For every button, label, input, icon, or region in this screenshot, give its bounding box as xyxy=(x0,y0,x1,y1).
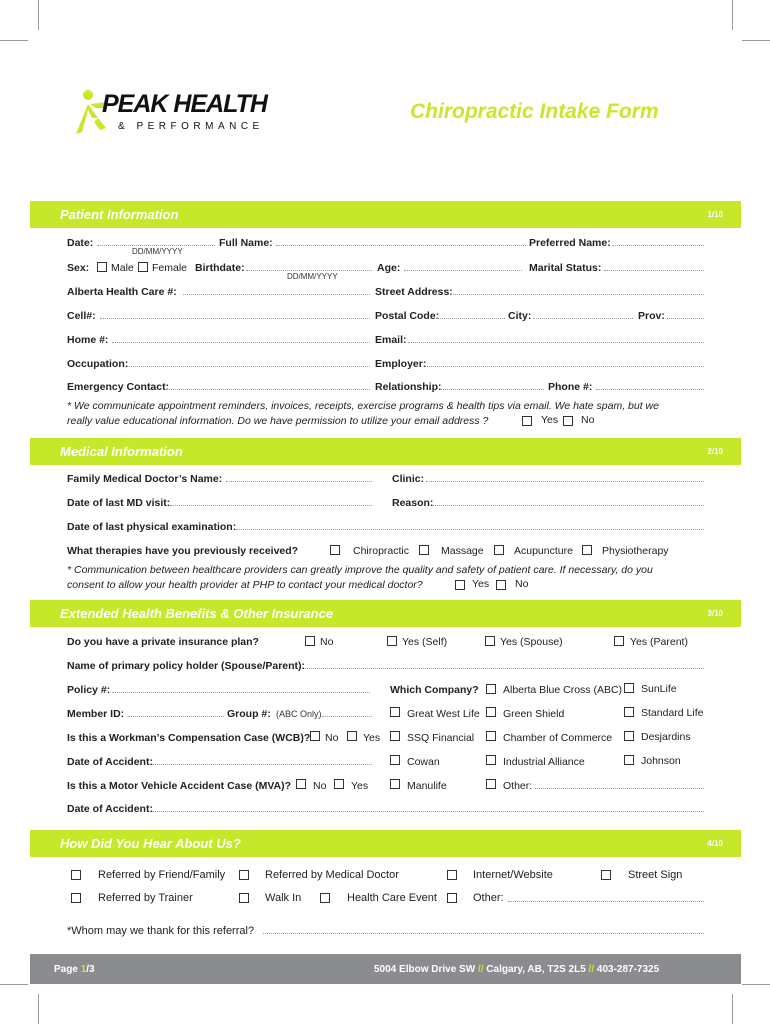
crop-mark xyxy=(732,0,733,30)
alberta-health-care-label: Alberta Health Care #: xyxy=(67,286,177,298)
massage-label: Massage xyxy=(441,545,484,557)
other-company-label: Other: xyxy=(503,780,533,792)
insurance-section-header xyxy=(30,600,741,627)
prov-label: Prov: xyxy=(638,310,665,322)
great-west-life-checkbox[interactable] xyxy=(390,707,400,717)
chamber-of-commerce-label: Chamber of Commerce xyxy=(503,732,613,744)
mva-label: Is this a Motor Vehicle Accident Case (MVA)? xyxy=(67,780,292,792)
policy-holder-label: Name of primary policy holder (Spouse/Parent): xyxy=(67,660,306,672)
plan-yes-self-checkbox[interactable] xyxy=(387,636,397,646)
street-sign-checkbox[interactable] xyxy=(601,870,611,880)
date-label: Date: xyxy=(67,237,94,249)
cell-label: Cell#: xyxy=(67,310,96,322)
relationship-label: Relationship: xyxy=(375,381,442,393)
footer-address: 5004 Elbow Drive SW xyxy=(374,964,476,975)
internet-checkbox[interactable] xyxy=(447,870,457,880)
standard-life-checkbox[interactable] xyxy=(624,707,634,717)
reason-label: Reason: xyxy=(392,497,434,509)
cell-field[interactable] xyxy=(100,317,370,319)
acupuncture-label: Acupuncture xyxy=(514,545,573,557)
doctor-consent-question: consent to allow your health provider at PHP to contact your medical doctor? xyxy=(67,579,423,591)
clinic-field[interactable] xyxy=(426,480,704,482)
other-referral-label: Other: xyxy=(473,892,504,904)
chamber-of-commerce-checkbox[interactable] xyxy=(486,731,496,741)
postal-code-label: Postal Code: xyxy=(375,310,440,322)
plan-no-label: No xyxy=(320,636,334,648)
desjardins-checkbox[interactable] xyxy=(624,731,634,741)
mva-no-checkbox[interactable] xyxy=(296,779,306,789)
sex-label: Sex: xyxy=(67,262,90,274)
johnson-checkbox[interactable] xyxy=(624,755,634,765)
other-company-checkbox[interactable] xyxy=(486,779,496,789)
city-field[interactable] xyxy=(533,317,633,319)
other-referral-checkbox[interactable] xyxy=(447,893,457,903)
last-exam-label: Date of last physical examination: xyxy=(67,521,237,533)
email-consent-no-checkbox[interactable] xyxy=(563,416,573,426)
email-label: Email: xyxy=(375,334,407,346)
male-checkbox[interactable] xyxy=(97,262,107,272)
group-number-label: Group #: xyxy=(227,708,271,720)
wcb-no-label: No xyxy=(325,732,339,744)
section-title: Extended Health Benefits & Other Insurance xyxy=(60,606,334,621)
doctor-name-label: Family Medical Doctor’s Name: xyxy=(67,473,223,485)
massage-checkbox[interactable] xyxy=(419,545,429,555)
section-number: 2/10 xyxy=(707,447,723,456)
doctor-consent-no-label: No xyxy=(515,578,529,590)
accident-date-label: Date of Accident: xyxy=(67,803,153,815)
physiotherapy-label: Physiotherapy xyxy=(602,545,669,557)
industrial-alliance-checkbox[interactable] xyxy=(486,755,496,765)
patient-section-header xyxy=(30,201,741,228)
clinic-label: Clinic: xyxy=(392,473,425,485)
section-number: 4/10 xyxy=(707,839,723,848)
email-consent-yes-checkbox[interactable] xyxy=(522,416,532,426)
referred-friend-checkbox[interactable] xyxy=(71,870,81,880)
phone-field[interactable] xyxy=(596,388,704,390)
policy-holder-field[interactable] xyxy=(305,667,704,669)
doctor-consent-yes-checkbox[interactable] xyxy=(455,580,465,590)
occupation-field[interactable] xyxy=(127,365,370,367)
mva-yes-label: Yes xyxy=(351,780,369,792)
referral-thanks-label: *Whom may we thank for this referral? xyxy=(67,925,255,937)
therapies-label: What therapies have you previously received? xyxy=(67,545,299,557)
health-care-event-checkbox[interactable] xyxy=(320,893,330,903)
footer-separator: // xyxy=(588,964,595,975)
age-label: Age: xyxy=(377,262,401,274)
member-id-field[interactable] xyxy=(128,715,224,717)
doctor-consent-no-checkbox[interactable] xyxy=(496,580,506,590)
great-west-life-label: Great West Life xyxy=(407,708,480,720)
sunlife-checkbox[interactable] xyxy=(624,683,634,693)
which-company-label: Which Company? xyxy=(390,684,479,696)
city-label: City: xyxy=(508,310,532,322)
street-address-field[interactable] xyxy=(451,293,704,295)
johnson-label: Johnson xyxy=(641,755,681,767)
referred-trainer-label: Referred by Trainer xyxy=(98,892,193,904)
accident-date-field[interactable] xyxy=(152,763,372,765)
wcb-no-checkbox[interactable] xyxy=(310,731,320,741)
group-number-note: (ABC Only) xyxy=(276,709,322,719)
email-consent-no-label: No xyxy=(581,414,595,426)
page-label: Page xyxy=(54,964,81,975)
marital-status-field[interactable] xyxy=(604,269,704,271)
health-care-event-label: Health Care Event xyxy=(347,892,437,904)
wcb-yes-label: Yes xyxy=(363,732,381,744)
marital-status-label: Marital Status: xyxy=(529,262,602,274)
full-name-field[interactable] xyxy=(276,244,526,246)
crop-mark xyxy=(0,984,28,985)
section-number: 3/10 xyxy=(707,609,723,618)
crop-mark xyxy=(38,0,39,30)
other-company-field[interactable] xyxy=(535,787,704,789)
employer-field[interactable] xyxy=(427,365,704,367)
form-title: Chiropractic Intake Form xyxy=(410,100,659,123)
section-title: Patient Information xyxy=(60,207,179,222)
referred-doctor-label: Referred by Medical Doctor xyxy=(265,869,399,881)
footer-bar xyxy=(30,954,741,984)
birthdate-format-hint: DD/MM/YYYY xyxy=(287,272,338,281)
female-label: Female xyxy=(152,262,188,274)
occupation-label: Occupation: xyxy=(67,358,129,370)
doctor-consent-yes-label: Yes xyxy=(472,578,490,590)
page-total: /3 xyxy=(86,964,95,975)
emergency-contact-field[interactable] xyxy=(167,388,370,390)
plan-yes-spouse-checkbox[interactable] xyxy=(485,636,495,646)
wcb-label: Is this a Workman’s Compensation Case (WCB)? xyxy=(67,732,311,744)
email-field[interactable] xyxy=(408,341,704,343)
other-referral-field[interactable] xyxy=(508,900,704,902)
crop-mark xyxy=(38,994,39,1024)
birthdate-field[interactable] xyxy=(246,269,372,271)
page-indicator xyxy=(54,964,95,975)
last-md-visit-label: Date of last MD visit: xyxy=(67,497,171,509)
footer-phone: 403-287-7325 xyxy=(596,964,660,975)
chiropractic-label: Chiropractic xyxy=(353,545,410,557)
medical-section-header xyxy=(30,438,741,465)
crop-mark xyxy=(742,40,770,41)
home-phone-label: Home #: xyxy=(67,334,109,346)
referred-doctor-checkbox[interactable] xyxy=(239,870,249,880)
chiropractic-checkbox[interactable] xyxy=(330,545,340,555)
accident-date-field[interactable] xyxy=(152,810,704,812)
crop-mark xyxy=(732,994,733,1024)
footer-address-line xyxy=(374,964,659,975)
manulife-label: Manulife xyxy=(407,780,447,792)
section-title: How Did You Hear About Us? xyxy=(60,836,241,851)
footer-separator: // xyxy=(477,964,484,975)
mva-yes-checkbox[interactable] xyxy=(334,779,344,789)
alberta-health-care-field[interactable] xyxy=(183,293,370,295)
prov-field[interactable] xyxy=(667,317,704,319)
doctor-name-field[interactable] xyxy=(226,480,372,482)
cowan-label: Cowan xyxy=(407,756,440,768)
date-format-hint: DD/MM/YYYY xyxy=(132,247,183,256)
plan-yes-parent-label: Yes (Parent) xyxy=(630,636,688,648)
industrial-alliance-label: Industrial Alliance xyxy=(503,756,585,768)
relationship-field[interactable] xyxy=(440,388,544,390)
referred-trainer-checkbox[interactable] xyxy=(71,893,81,903)
section-number: 1/10 xyxy=(707,210,723,219)
page-number: 1 xyxy=(80,964,87,975)
full-name-label: Full Name: xyxy=(219,237,273,249)
street-sign-label: Street Sign xyxy=(628,869,683,881)
last-md-visit-field[interactable] xyxy=(170,504,372,506)
alberta-blue-cross-label: Alberta Blue Cross (ABC) xyxy=(503,684,623,696)
section-title: Medical Information xyxy=(60,444,183,459)
mva-no-label: No xyxy=(313,780,327,792)
footer-city: Calgary, AB, T2S 2L5 xyxy=(486,964,586,975)
crop-mark xyxy=(0,40,28,41)
ssq-financial-label: SSQ Financial xyxy=(407,732,475,744)
email-consent-question: really value educational information. Do we have permission to utilize your email address ? xyxy=(67,415,489,427)
ssq-financial-checkbox[interactable] xyxy=(390,731,400,741)
internet-label: Internet/Website xyxy=(473,869,553,881)
policy-number-label: Policy #: xyxy=(67,684,111,696)
wcb-yes-checkbox[interactable] xyxy=(347,731,357,741)
preferred-name-label: Preferred Name: xyxy=(529,237,611,249)
home-phone-field[interactable] xyxy=(112,341,370,343)
last-exam-field[interactable] xyxy=(236,528,704,530)
male-label: Male xyxy=(111,262,134,274)
age-field[interactable] xyxy=(404,269,522,271)
standard-life-label: Standard Life xyxy=(641,707,704,719)
manulife-checkbox[interactable] xyxy=(390,779,400,789)
reason-field[interactable] xyxy=(432,504,704,506)
acupuncture-checkbox[interactable] xyxy=(494,545,504,555)
crop-mark xyxy=(742,984,770,985)
postal-code-field[interactable] xyxy=(437,317,505,319)
logo xyxy=(68,88,298,138)
accident-date-label: Date of Accident: xyxy=(67,756,153,768)
policy-number-field[interactable] xyxy=(112,691,370,693)
employer-label: Employer: xyxy=(375,358,427,370)
plan-no-checkbox[interactable] xyxy=(305,636,315,646)
plan-yes-parent-checkbox[interactable] xyxy=(614,636,624,646)
plan-yes-self-label: Yes (Self) xyxy=(402,636,448,648)
date-field[interactable] xyxy=(97,244,215,246)
desjardins-label: Desjardins xyxy=(641,731,691,743)
referral-thanks-field[interactable] xyxy=(263,932,704,934)
email-consent-note: * We communicate appointment reminders, invoices, receipts, exercise programs & health tips via email. We hate spam, but we xyxy=(67,400,659,412)
street-address-label: Street Address: xyxy=(375,286,453,298)
birthdate-label: Birthdate: xyxy=(195,262,245,274)
green-shield-label: Green Shield xyxy=(503,708,565,720)
logo-sub: & PERFORMANCE xyxy=(118,121,264,132)
plan-yes-spouse-label: Yes (Spouse) xyxy=(500,636,563,648)
cowan-checkbox[interactable] xyxy=(390,755,400,765)
logo-main: PEAK HEALTH xyxy=(102,90,267,118)
preferred-name-field[interactable] xyxy=(612,244,704,246)
walk-in-label: Walk In xyxy=(265,892,302,904)
physiotherapy-checkbox[interactable] xyxy=(582,545,592,555)
green-shield-checkbox[interactable] xyxy=(486,707,496,717)
emergency-contact-label: Emergency Contact: xyxy=(67,381,170,393)
alberta-blue-cross-checkbox[interactable] xyxy=(486,684,496,694)
email-consent-yes-label: Yes xyxy=(541,414,559,426)
female-checkbox[interactable] xyxy=(138,262,148,272)
doctor-consent-note: * Communication between healthcare providers can greatly improve the quality and safety of patient care. If necessary, do you xyxy=(67,564,653,576)
walk-in-checkbox[interactable] xyxy=(239,893,249,903)
referred-friend-label: Referred by Friend/Family xyxy=(98,869,226,881)
private-plan-label: Do you have a private insurance plan? xyxy=(67,636,259,648)
referral-section-header xyxy=(30,830,741,857)
sunlife-label: SunLife xyxy=(641,683,677,695)
phone-label: Phone #: xyxy=(548,381,593,393)
group-number-field[interactable] xyxy=(322,715,372,717)
member-id-label: Member ID: xyxy=(67,708,125,720)
